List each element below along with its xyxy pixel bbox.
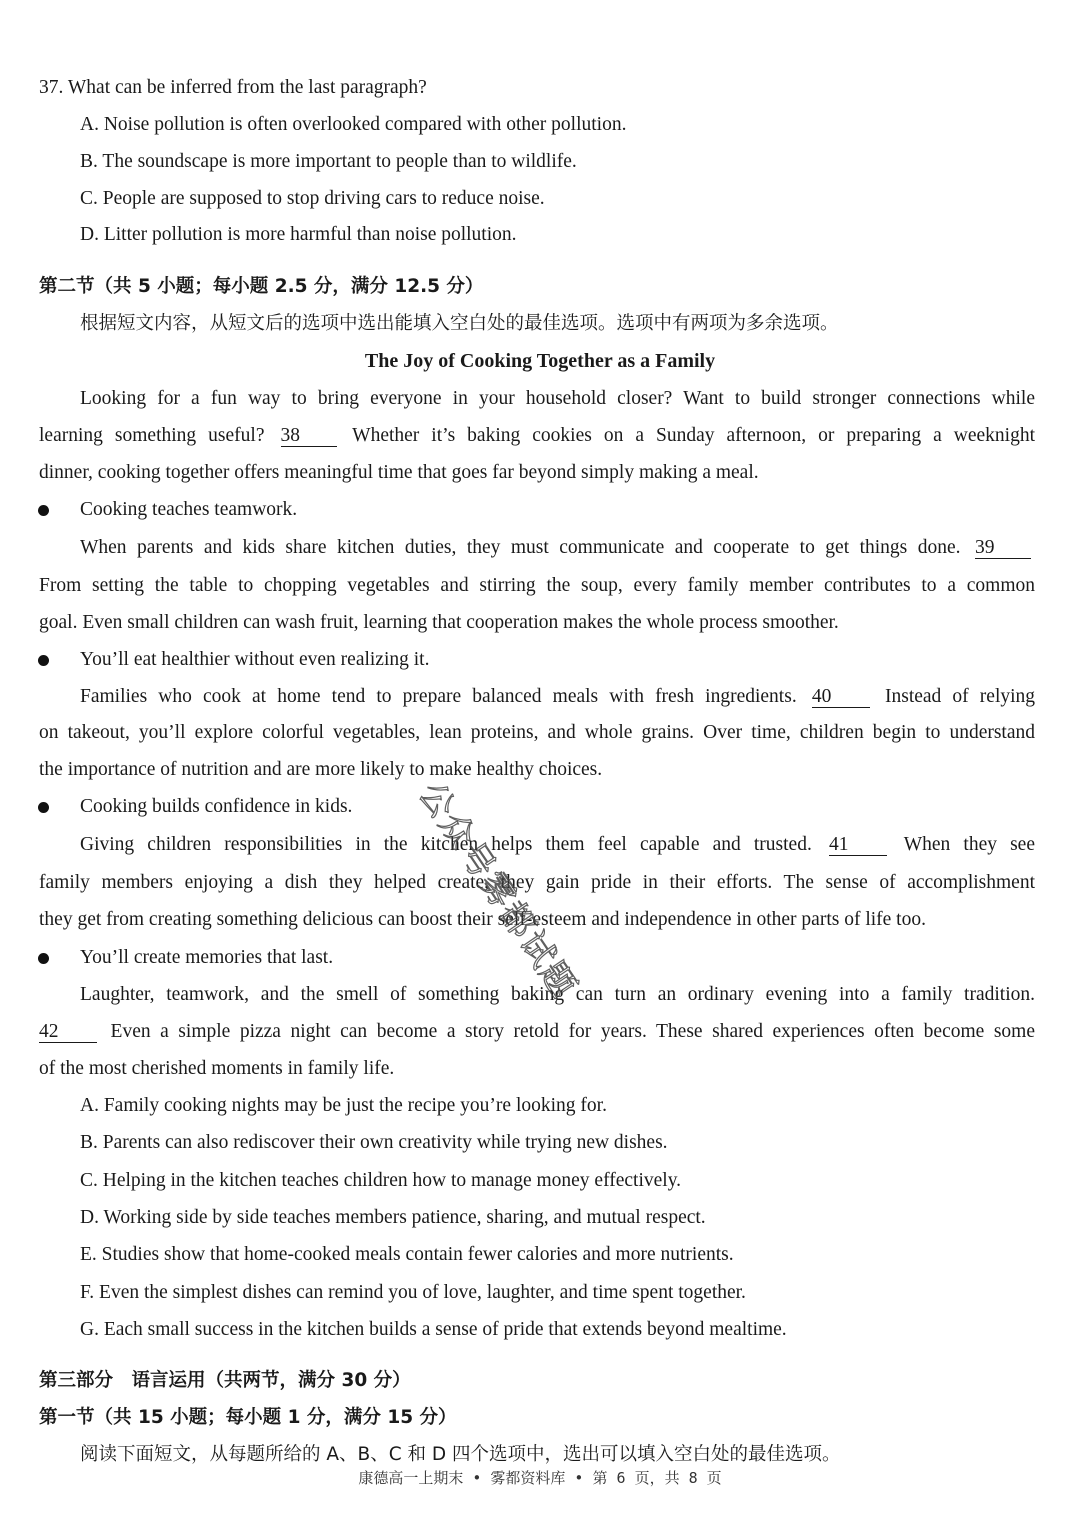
p4-line-3: of the most cherished moments in family life. (39, 1058, 395, 1079)
p2-line-1 (80, 685, 1035, 709)
bullet-icon (38, 655, 49, 666)
section-heading: 第二节（共 5 小题；每小题 2.5 分，满分 12.5 分） (39, 276, 484, 297)
blank-39[interactable]: 39 (975, 538, 1031, 559)
blank-42[interactable]: 42 (39, 1022, 97, 1043)
bullet-icon (38, 505, 49, 516)
p3-line-1 (80, 833, 1035, 857)
p4-line-2 (39, 1020, 1035, 1044)
bullet-icon (38, 953, 49, 964)
choice-c: C. Helping in the kitchen teaches children how to manage money effectively. (80, 1170, 682, 1191)
part3-instruction: 阅读下面短文，从每题所给的 A、B、C 和 D 四个选项中，选出可以填入空白处的最佳选项。 (80, 1444, 841, 1465)
intro-line-1: Looking for a fun way to bring everyone in your household closer? Want to build stronger connections while (80, 388, 1035, 409)
part3-heading: 第三部分 语言运用（共两节，满分 30 分） (39, 1370, 411, 1391)
subheading-healthier: You’ll eat healthier without even realizing it. (80, 649, 430, 670)
intro-line-3: dinner, cooking together offers meaningful time that goes far beyond simply making a meal. (39, 462, 759, 483)
p2-line-2: on takeout, you’ll explore colorful vegetables, lean proteins, and whole grains. Over time, children begin to understand (39, 722, 1035, 743)
watermark: 公众号雾都试题 (410, 775, 585, 1007)
bullet-icon (38, 802, 49, 813)
p1-line-3: goal. Even small children can wash fruit, learning that cooperation makes the whole process smoother. (39, 612, 839, 633)
choice-a: A. Family cooking nights may be just the recipe you’re looking for. (80, 1095, 607, 1116)
option-c: C. People are supposed to stop driving cars to reduce noise. (80, 188, 545, 209)
choice-f: F. Even the simplest dishes can remind you of love, laughter, and time spent together. (80, 1282, 746, 1303)
p1-line-1 (80, 536, 1035, 560)
blank-38[interactable]: 38 (281, 426, 337, 447)
p3-text-a: Giving children responsibilities in the kitchen helps them feel capable and trusted. (80, 834, 812, 855)
p3-text-b: When they see (903, 834, 1035, 855)
p2-text-a: Families who cook at home tend to prepare balanced meals with fresh ingredients. (80, 686, 797, 707)
p4-text: Even a simple pizza night can become a story retold for years. These shared experiences often become some (110, 1021, 1035, 1042)
choice-d: D. Working side by side teaches members patience, sharing, and mutual respect. (80, 1207, 706, 1228)
p2-text-b: Instead of relying (884, 686, 1036, 707)
option-d: D. Litter pollution is more harmful than noise pollution. (80, 224, 517, 245)
question-37-stem: 37. What can be inferred from the last paragraph? (39, 77, 427, 98)
choice-b: B. Parents can also rediscover their own creativity while trying new dishes. (80, 1132, 668, 1153)
blank-41[interactable]: 41 (829, 835, 887, 856)
p3-line-2: family members enjoying a dish they helped create, they gain pride in their efforts. The sense of accomplishment (39, 872, 1035, 893)
section-instruction: 根据短文内容，从短文后的选项中选出能填入空白处的最佳选项。选项中有两项为多余选项。 (80, 313, 839, 334)
page-footer: 康德高一上期末 • 雾都资料库 • 第 6 页，共 8 页 (358, 1469, 722, 1487)
option-b: B. The soundscape is more important to people than to wildlife. (80, 151, 577, 172)
subheading-confidence: Cooking builds confidence in kids. (80, 796, 353, 817)
p1-line-2: From setting the table to chopping vegetables and stirring the soup, every family member contributes to a common (39, 575, 1035, 596)
part3-subheading: 第一节（共 15 小题；每小题 1 分，满分 15 分） (39, 1407, 457, 1428)
p3-line-3: they get from creating something delicious can boost their self-esteem and independence in other parts of life too. (39, 909, 926, 930)
article-title: The Joy of Cooking Together as a Family (364, 350, 716, 372)
subheading-teamwork: Cooking teaches teamwork. (80, 499, 298, 520)
option-a: A. Noise pollution is often overlooked compared with other pollution. (80, 114, 627, 135)
intro-text-b: Whether it’s baking cookies on a Sunday afternoon, or preparing a weeknight (352, 425, 1036, 446)
blank-40[interactable]: 40 (812, 687, 870, 708)
choice-g: G. Each small success in the kitchen builds a sense of pride that extends beyond mealtime. (80, 1319, 787, 1340)
p2-line-3: the importance of nutrition and are more likely to make healthy choices. (39, 759, 603, 780)
intro-line-2 (39, 424, 1035, 448)
p4-line-1: Laughter, teamwork, and the smell of something baking can turn an ordinary evening into a family tradition. (80, 984, 1035, 1005)
choice-e: E. Studies show that home-cooked meals contain fewer calories and more nutrients. (80, 1244, 734, 1265)
subheading-memories: You’ll create memories that last. (80, 947, 334, 968)
intro-text-a: learning something useful? (39, 425, 265, 446)
p1-text: When parents and kids share kitchen duties, they must communicate and cooperate to get things done. (80, 537, 961, 558)
